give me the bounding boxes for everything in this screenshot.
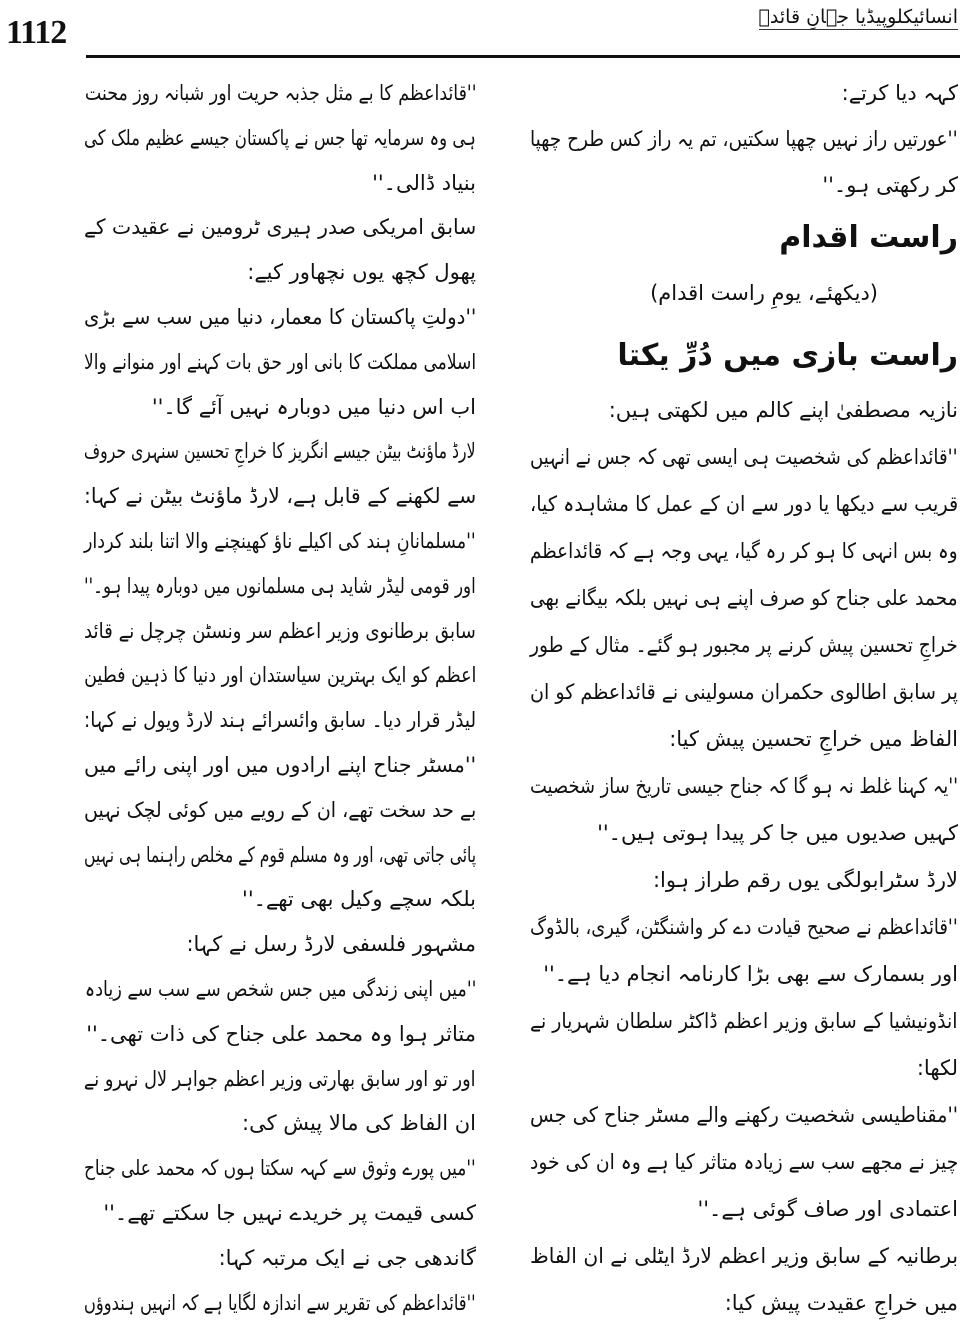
text-line: بنیاد ڈالی۔'' <box>372 170 476 195</box>
text-line: پائی جاتی تھی، اور وہ مسلم قوم کے مخلص راہنما ہی نہیں <box>83 842 476 867</box>
text-line: ''مقناطیسی شخصیت رکھنے والے مسٹر جناح کی جس <box>529 1103 958 1127</box>
text-line: کہہ دیا کرتے: <box>841 81 958 105</box>
text-line: متاثر ہوا وہ محمد علی جناح کی ذات تھی۔'' <box>86 1021 476 1046</box>
see-also-note: (دیکھئے، یومِ راست اقدام) <box>650 281 878 305</box>
page-number: 1112 <box>6 14 67 51</box>
text-line: ''قائداعظم کی تقریر سے اندازہ لگایا ہے کہ انہیں ہندوؤں <box>84 1290 476 1315</box>
text-line: ''دولتِ پاکستان کا معمار، دنیا میں سب سے بڑی <box>83 305 476 329</box>
text-line: چیز نے مجھے سب سے زیادہ متاثر کیا ہے وہ ان کی خود <box>529 1150 958 1174</box>
text-line: کہیں صدیوں میں جا کر پیدا ہوتی ہیں۔'' <box>597 821 958 845</box>
text-line: سابق برطانوی وزیر اعظم سر ونسٹن چرچل نے قائد <box>84 618 476 643</box>
text-line: مشہور فلسفی لارڈ رسل نے کہا: <box>186 932 476 957</box>
text-line: اور بسمارک سے بھی بڑا کارنامہ انجام دیا ہے۔'' <box>543 962 958 986</box>
text-line: سابق امریکی صدر ہیری ٹرومین نے عقیدت کے <box>83 215 476 240</box>
text-line: ''مسلمانانِ ہند کی اکیلے ناؤ کھینچنے والا اتنا بلند کردار <box>84 529 476 553</box>
running-title: انسائیکلوپیڈیا جہانِ قائدؒ <box>758 6 958 28</box>
text-line: ''قائداعظم کی شخصیت ہی ایسی تھی کہ جس نے انہیں <box>530 445 958 469</box>
text-line: ان الفاظ کی مالا پیش کی: <box>242 1111 476 1136</box>
text-line: وہ بس انہی کا ہو کر رہ گیا، یہی وجہ ہے کہ قائداعظم <box>530 539 958 563</box>
left-column <box>84 0 476 1335</box>
text-line: قریب سے دیکھا یا دور سے ان کے عمل کا مشاہدہ کیا، <box>529 492 958 516</box>
text-line: بے حد سخت تھے، ان کے رویے میں کوئی لچک نہیں <box>83 797 476 822</box>
text-line: پھول کچھ یوں نچھاور کیے: <box>247 260 476 285</box>
text-line: ''میں پورے وثوق سے کہہ سکتا ہوں کہ محمد علی جناح <box>84 1156 476 1181</box>
right-column <box>530 0 958 1335</box>
text-line: اعتمادی اور صاف گوئی ہے۔'' <box>697 1197 958 1221</box>
text-line: اب اس دنیا میں دوبارہ نہیں آئے گا۔'' <box>151 394 476 419</box>
text-line: ''عورتیں راز نہیں چھپا سکتیں، تم یہ راز کس طرح چھپا <box>530 127 958 151</box>
text-line: لیڈر قرار دیا۔ سابق وائسرائے ہند لارڈ ویول نے کہا: <box>83 708 476 733</box>
text-line: ''یہ کہنا غلط نہ ہو گا کہ جناح جیسی تاریخ ساز شخصیت <box>529 774 958 798</box>
text-line: اعظم کو ایک بہترین سیاستدان اور دنیا کا ذہین فطین <box>83 663 476 688</box>
text-line: گاندھی جی نے ایک مرتبہ کہا: <box>218 1245 476 1270</box>
text-line: اور تو اور سابق بھارتی وزیر اعظم جواہر لال نہرو نے <box>84 1066 476 1091</box>
text-line: اور قومی لیڈر شاید ہی مسلمانوں میں دوبارہ پیدا ہو۔'' <box>84 573 476 598</box>
text-line: ''مسٹر جناح اپنے ارادوں میں اور اپنی رائے میں <box>83 753 476 777</box>
text-line: الفاظ میں خراجِ تحسین پیش کیا: <box>669 727 958 751</box>
text-line: برطانیہ کے سابق وزیر اعظم لارڈ ایٹلی نے ان الفاظ <box>529 1244 958 1268</box>
text-line: لارڈ ماؤنٹ بیٹن جیسے انگریز کا خراجِ تحسین سنہری حروف <box>84 439 476 464</box>
section-heading-direct-action: راست اقدام <box>779 220 958 255</box>
text-line: ''قائداعظم کا بے مثل جذبہ حریت اور شبانہ روز محنت <box>84 81 476 105</box>
text-line: کسی قیمت پر خریدے نہیں جا سکتے تھے۔'' <box>103 1201 476 1225</box>
text-line: اسلامی مملکت کا بانی اور حق بات کہنے اور منوانے والا <box>83 349 476 374</box>
text-line: ہی وہ سرمایہ تھا جس نے پاکستان جیسے عظیم ملک کی <box>84 125 476 150</box>
text-line: ''میں اپنی زندگی میں جس شخص سے سب سے زیادہ <box>84 977 476 1001</box>
text-line: انڈونیشیا کے سابق وزیر اعظم ڈاکٹر سلطان شہریار نے <box>530 1009 958 1033</box>
section-heading-truthfulness: راست بازی میں دُرِّ یکتا <box>617 338 958 373</box>
text-line: محمد علی جناح کو صرف اپنے ہی نہیں بلکہ بیگانے بھی <box>530 586 958 610</box>
text-line: پر سابق اطالوی حکمران مسولینی نے قائداعظم کو ان <box>530 680 958 704</box>
text-line: لارڈ سٹرابولگی یوں رقم طراز ہوا: <box>652 868 958 892</box>
text-line: میں خراجِ عقیدت پیش کیا: <box>724 1291 958 1315</box>
text-line: بلکہ سچے وکیل بھی تھے۔'' <box>242 887 476 912</box>
text-line: لکھا: <box>916 1056 958 1080</box>
text-line: کر رکھتی ہو۔'' <box>822 173 958 197</box>
text-line: سے لکھنے کے قابل ہے، لارڈ ماؤنٹ بیٹن نے کہا: <box>83 484 476 509</box>
text-line: ''قائداعظم نے صحیح قیادت دے کر واشنگٹن، گیری، بالڈوگ <box>530 915 958 939</box>
text-line: خراجِ تحسین پیش کرنے پر مجبور ہو گئے۔ مثال کے طور <box>530 633 958 657</box>
text-line: نازیہ مصطفیٰ اپنے کالم میں لکھتی ہیں: <box>608 398 958 422</box>
